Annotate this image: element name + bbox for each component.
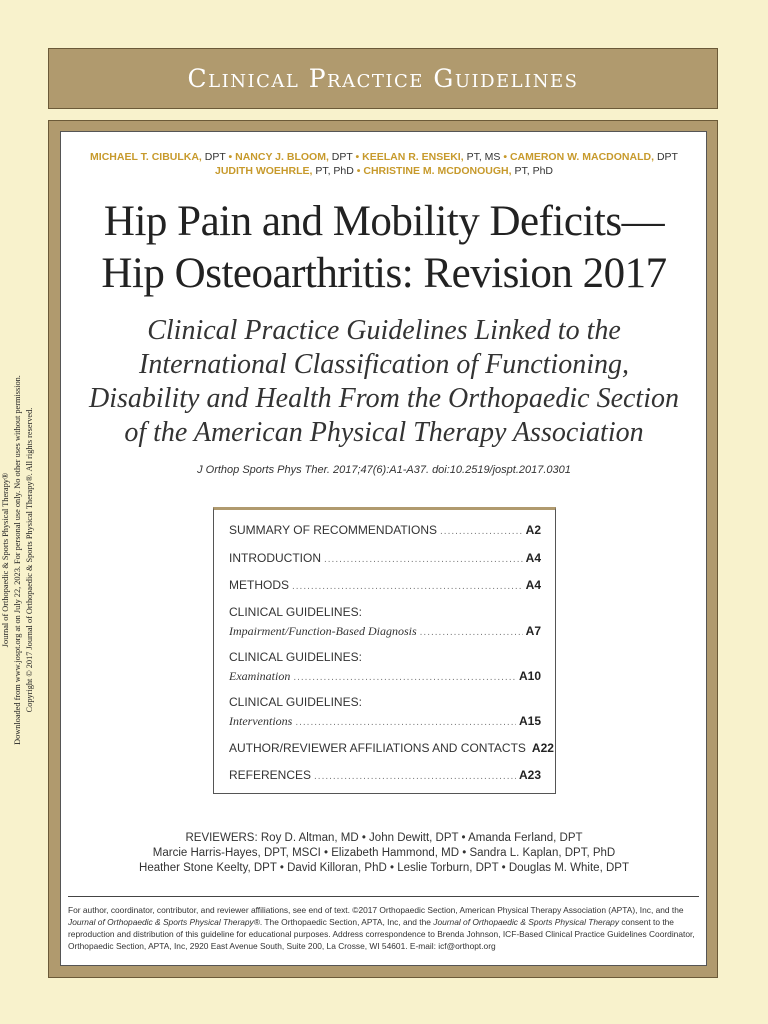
sidebar-line-download: Downloaded from www.jospt.org at on July 22, 2023. For personal use only. No other uses without permission. <box>13 375 22 745</box>
toc-page: A15 <box>518 714 541 728</box>
subtitle-line-3: Disability and Health From the Orthopaedic Section <box>89 383 679 414</box>
subtitle-line-1: Clinical Practice Guidelines Linked to the <box>147 315 621 346</box>
title-line-2: Hip Osteoarthritis: Revision 2017 <box>101 250 667 297</box>
toc-entry-summary[interactable] <box>229 523 541 537</box>
toc-page: A4 <box>525 551 541 565</box>
toc-leader <box>292 580 523 594</box>
toc-entry-introduction[interactable] <box>229 551 541 565</box>
subtitle-line-2: International Classification of Functioning, <box>139 349 629 380</box>
section-title: Clinical Practice Guidelines <box>187 64 579 93</box>
toc-leader <box>314 770 516 784</box>
footnote-text: consent to the reproduction and distribution of this guideline for educational purposes. Address correspondence to Brenda Johnson, ICF-Based Clinical Practice Guidelines Coordinator, Orthopaedic Section, APTA, Inc, 2920 East Avenue South, Suite 200, La Crosse, WI 54601. E-mail: icf@orthopt.org <box>68 917 695 951</box>
citation: J Orthop Sports Phys Ther. 2017;47(6):A1-A37. doi:10.2519/jospt.2017.0301 <box>197 464 571 476</box>
header-bar <box>48 48 718 109</box>
title-line-1: Hip Pain and Mobility Deficits— <box>103 198 665 245</box>
author-separator: • <box>228 151 233 163</box>
reviewers-line-2: Marcie Harris-Hayes, DPT, MSCI • Elizabeth Hammond, MD • Sandra L. Kaplan, DPT, PhD <box>152 847 616 859</box>
author-name: MICHAEL T. CIBULKA, <box>90 151 202 163</box>
author-name: CHRISTINE M. MCDONOUGH, <box>363 165 512 177</box>
author-list <box>0 150 768 178</box>
author-name: KEELAN R. ENSEKI, <box>362 151 464 163</box>
toc-page: A7 <box>525 624 541 638</box>
toc-sublabel: Examination <box>229 669 291 683</box>
toc-page: A4 <box>525 578 541 592</box>
author-separator: • <box>355 151 360 163</box>
toc-leader <box>295 716 516 730</box>
journal-name: Journal of Orthopaedic & Sports Physical Therapy <box>433 917 620 927</box>
toc-label: CLINICAL GUIDELINES: <box>229 605 362 619</box>
toc-label: METHODS <box>229 578 289 592</box>
author-name: NANCY J. BLOOM, <box>235 151 329 163</box>
toc-entry-examination[interactable] <box>229 650 541 683</box>
footnote-divider <box>68 896 699 897</box>
author-separator: • <box>503 151 508 163</box>
reviewer-list <box>0 831 768 876</box>
toc-entry-methods[interactable] <box>229 578 541 592</box>
subtitle-line-4: of the American Physical Therapy Association <box>124 417 644 448</box>
toc-page: A23 <box>518 768 541 782</box>
toc-leader <box>293 671 516 685</box>
author-credential: PT, PhD <box>315 165 354 177</box>
footnote-text: For author, coordinator, contributor, and reviewer affiliations, see end of text. ©2017 Orthopaedic Section, American Physical Therapy Association (APTA), Inc, and the <box>68 905 684 915</box>
toc-leader <box>324 553 523 567</box>
article-title <box>0 196 768 300</box>
reviewers-line-1: REVIEWERS: Roy D. Altman, MD • John Dewitt, DPT • Amanda Ferland, DPT <box>185 832 583 844</box>
sidebar-line-journal: Journal of Orthopaedic & Sports Physical Therapy® <box>1 472 10 648</box>
author-line-2 <box>0 164 768 178</box>
table-of-contents <box>213 507 556 794</box>
toc-sublabel: Impairment/Function-Based Diagnosis <box>229 624 417 638</box>
toc-label: CLINICAL GUIDELINES: <box>229 695 362 709</box>
toc-page: A22 <box>531 741 554 755</box>
toc-entry-diagnosis[interactable] <box>229 605 541 638</box>
toc-leader <box>440 525 523 539</box>
author-credential: DPT <box>331 151 353 163</box>
footnote <box>68 904 699 952</box>
author-credential: DPT <box>204 151 226 163</box>
toc-page: A2 <box>525 523 541 537</box>
toc-label: INTRODUCTION <box>229 551 321 565</box>
journal-name: Journal of Orthopaedic & Sports Physical Therapy® <box>68 917 260 927</box>
author-credential: PT, MS <box>466 151 501 163</box>
toc-sublabel: Interventions <box>229 714 293 728</box>
footnote-text: . The Orthopaedic Section, APTA, Inc, and the <box>259 917 434 927</box>
toc-label: CLINICAL GUIDELINES: <box>229 650 362 664</box>
author-line-1 <box>0 150 768 164</box>
author-credential: PT, PhD <box>514 165 553 177</box>
toc-label: REFERENCES <box>229 768 312 782</box>
author-name: JUDITH WOEHRLE, <box>215 165 313 177</box>
author-separator: • <box>356 165 361 177</box>
toc-label: AUTHOR/REVIEWER AFFILIATIONS AND CONTACTS <box>229 741 526 755</box>
sidebar-line-copyright: Copyright © 2017 Journal of Orthopaedic & Sports Physical Therapy®. All rights reserved. <box>25 407 34 713</box>
reviewers-line-3: Heather Stone Keelty, DPT • David Killoran, PhD • Leslie Torburn, DPT • Douglas M. White, DPT <box>139 862 629 874</box>
toc-leader <box>420 626 523 640</box>
author-credential: DPT <box>656 151 678 163</box>
toc-page: A10 <box>518 669 541 683</box>
toc-entry-interventions[interactable] <box>229 695 541 728</box>
article-subtitle <box>0 314 768 450</box>
toc-entry-references[interactable] <box>229 768 541 782</box>
author-name: CAMERON W. MACDONALD, <box>509 151 655 163</box>
toc-entry-affiliations[interactable] <box>229 741 554 755</box>
toc-label: SUMMARY OF RECOMMENDATIONS <box>229 523 438 537</box>
